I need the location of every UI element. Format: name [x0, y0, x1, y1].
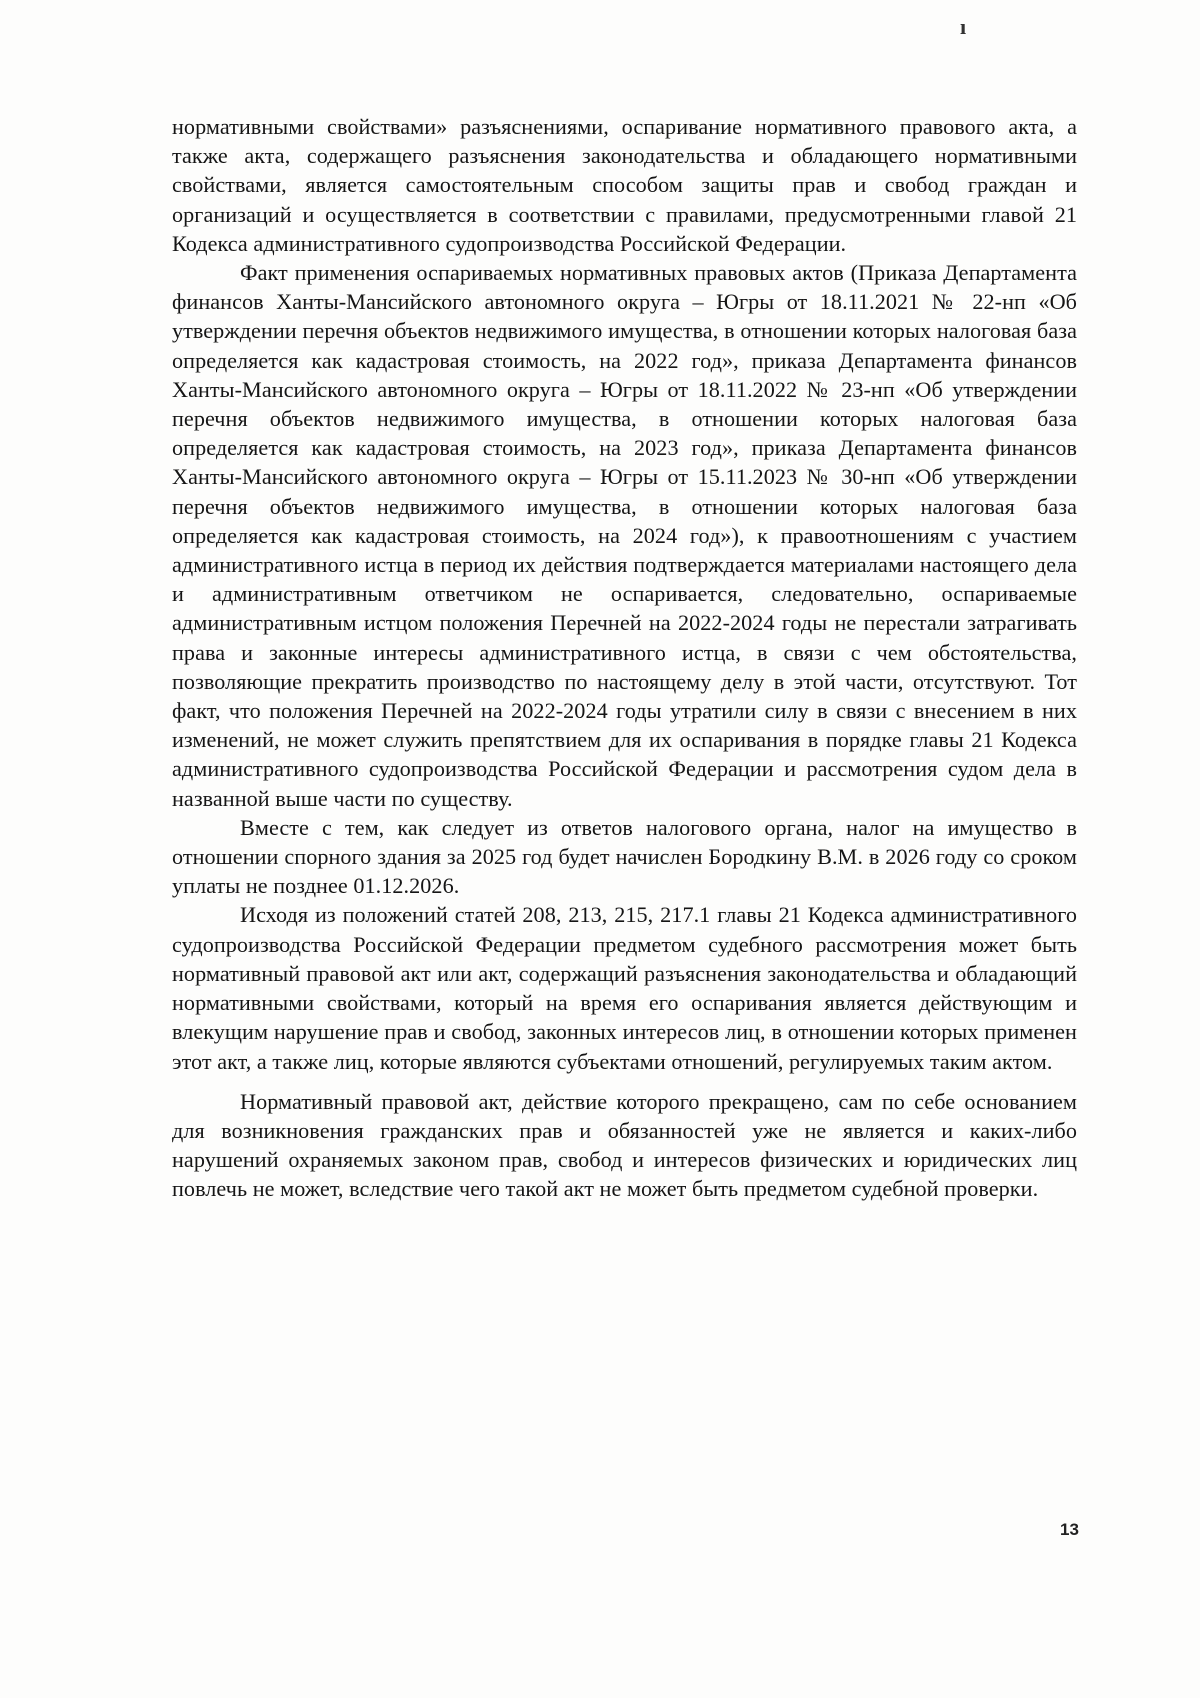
- document-body: [172, 112, 1077, 1204]
- paragraph-2: Факт применения оспариваемых нормативных правовых актов (Приказа Департамента финансов Ханты-Мансийского автономного округа – Югры от 18.11.2021 № 22-нп «Об утверждении перечня объектов недвижимого имущества, в отношении которых налоговая база определяется как кадастровая стоимость, на 2022 год», приказа Департамента финансов Ханты-Мансийского автономного округа – Югры от 18.11.2022 № 23-нп «Об утверждении перечня объектов недвижимого имущества, в отношении которых налоговая база определяется как кадастровая стоимость, на 2023 год», приказа Департамента финансов Ханты-Мансийского автономного округа – Югры от 15.11.2023 № 30-нп «Об утверждении перечня объектов недвижимого имущества, в отношении которых налоговая база определяется как кадастровая стоимость, на 2024 год»), к правоотношениям с участием административного истца в период их действия подтверждается материалами настоящего дела и административным ответчиком не оспаривается, следовательно, оспариваемые административным истцом положения Перечней на 2022-2024 годы не перестали затрагивать права и законные интересы административного истца, в связи с чем обстоятельства, позволяющие прекратить производство по настоящему делу в этой части, отсутствуют. Тот факт, что положения Перечней на 2022-2024 годы утратили силу в связи с внесением в них изменений, не может служить препятствием для их оспаривания в порядке главы 21 Кодекса административного судопроизводства Российской Федерации и рассмотрения судом дела в названной выше части по существу.: [172, 260, 1077, 811]
- scan-artifact-mark: ı: [960, 14, 967, 39]
- paragraph-1: нормативными свойствами» разъяснениями, оспаривание нормативного правового акта, а также акта, содержащего разъяснения законодательства и обладающего нормативными свойствами, является самостоятельным способом защиты прав и свобод граждан и организаций и осуществляется в соответствии с правилами, предусмотренными главой 21 Кодекса административного судопроизводства Российской Федерации.: [172, 114, 1077, 256]
- paragraph-5: Нормативный правовой акт, действие которого прекращено, сам по себе основанием для возникновения гражданских прав и обязанностей уже не является и каких-либо нарушений охраняемых законом прав, свобод и интересов физических и юридических лиц повлечь не может, вследствие чего такой акт не может быть предметом судебной проверки.: [172, 1088, 1077, 1202]
- paragraph-4: Исходя из положений статей 208, 213, 215, 217.1 главы 21 Кодекса административного судопроизводства Российской Федерации предметом судебного рассмотрения может быть нормативный правовой акт или акт, содержащий разъяснения законодательства и обладающий нормативными свойствами, который на время его оспаривания является действующим и влекущим нарушение прав и свобод, законных интересов лиц, в отношении которых применен этот акт, а также лиц, которые являются субъектами отношений, регулируемых таким актом.: [172, 902, 1077, 1074]
- paragraph-3: Вместе с тем, как следует из ответов налогового органа, налог на имущество в отношении спорного здания за 2025 год будет начислен Бородкину В.М. в 2026 году со сроком уплаты не позднее 01.12.2026.: [172, 814, 1077, 899]
- page-number: 13: [1060, 1520, 1079, 1539]
